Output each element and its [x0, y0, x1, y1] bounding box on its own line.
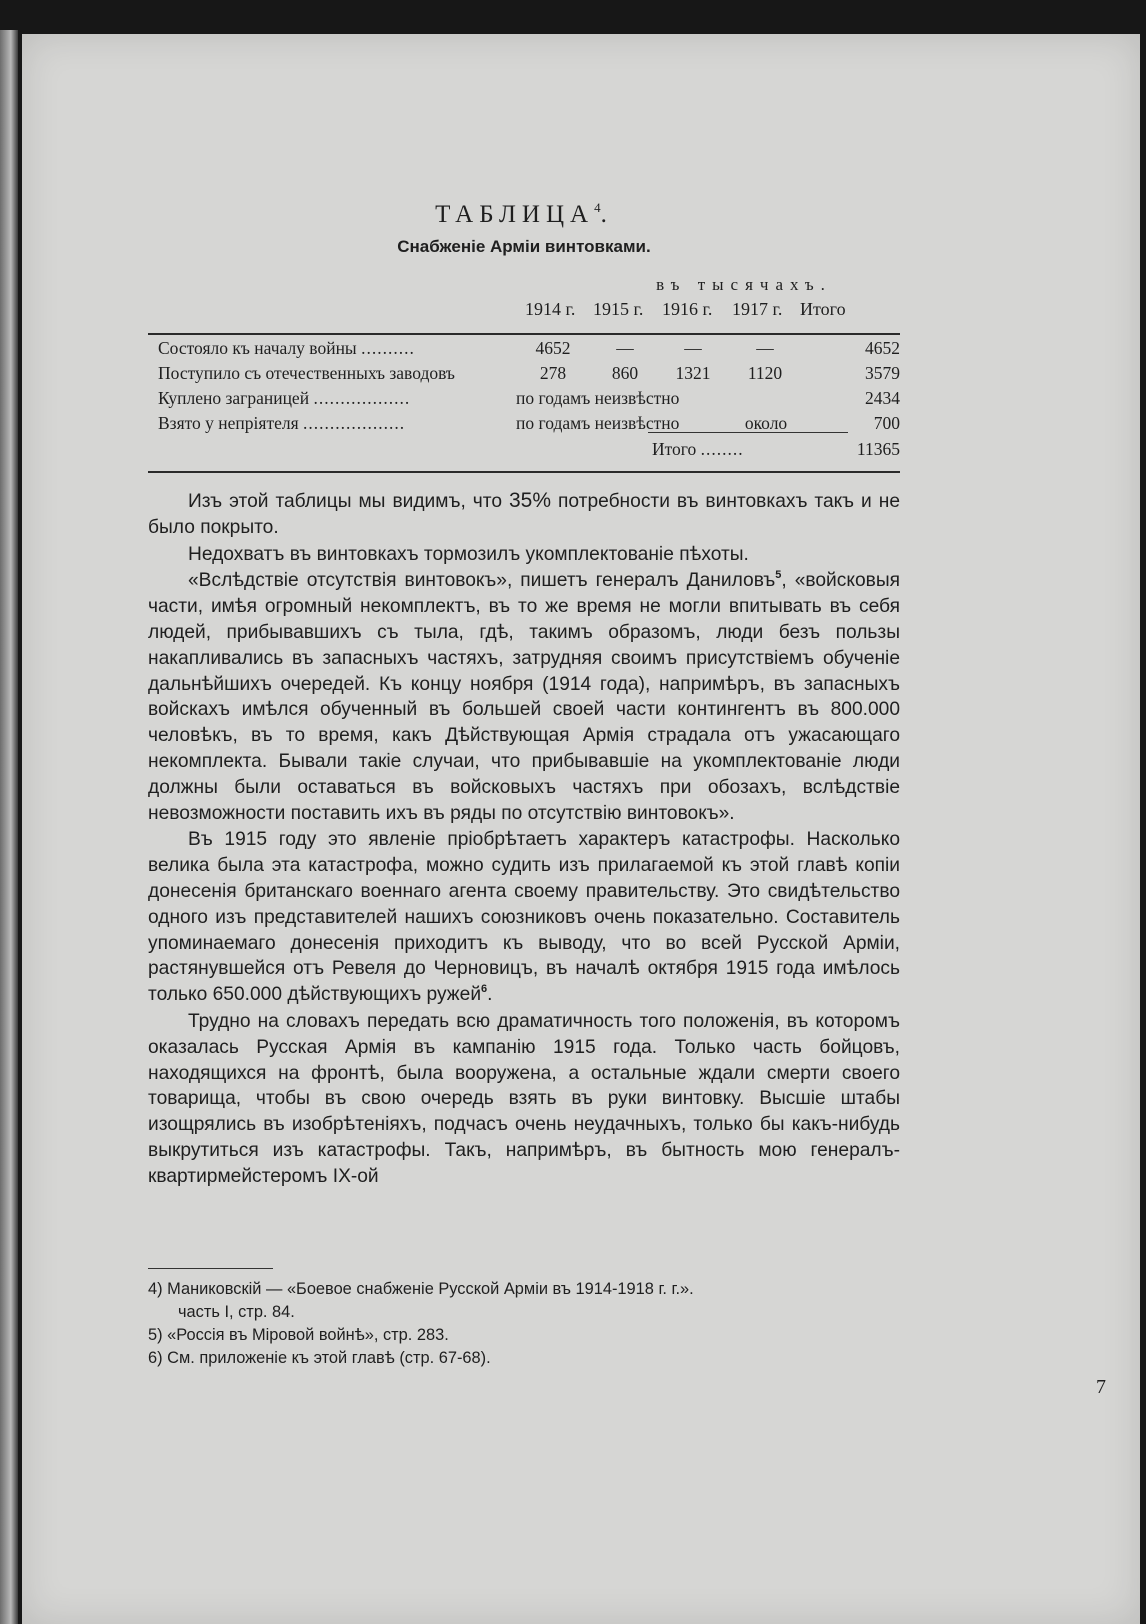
book-page	[22, 34, 1140, 1624]
cell-span-unknown: по годамъ неизвѣстно	[516, 413, 680, 433]
paragraph: Изъ этой таблицы мы видимъ, что 35% потребности въ винтовкахъ такъ и не было покрыто.	[148, 489, 900, 538]
paragraph: Недохватъ въ винтовкахъ тормозилъ укомплектованіе пѣхоты.	[188, 543, 749, 565]
row-label: Взято у непріятеля ...................	[158, 413, 406, 433]
footnote-ref-6: 6	[481, 983, 488, 996]
cell-total: 4652	[865, 338, 900, 358]
footnote-4: 4) Маниковскій — «Боевое снабженіе Русской Арміи въ 1914-1918 г. г.».	[148, 1280, 694, 1298]
cell-1914: 278	[539, 363, 567, 383]
cell-1915: 860	[611, 363, 639, 383]
row-label: Куплено заграницей ..................	[158, 388, 411, 408]
total-rule	[648, 432, 848, 433]
body-text	[148, 488, 900, 1191]
cell-1917: 1120	[747, 363, 783, 383]
paragraph: Въ 1915 году это явленіе пріобрѣтаетъ характеръ катастрофы. Насколько велика была эта катастрофа, можно судить изъ прилагаемой къ этой главѣ копіи донесенія британскаго военнаго агента своему правительству. Это свидѣтельство одного изъ представителей нашихъ союзниковъ очень показательно. Составитель упоминаемаго донесенія приходитъ къ выводу, что во всей Русской Арміи, растянувшейся отъ Ревеля до Черновицъ, въ началѣ октября 1915 года имѣлось только 650.000 дѣйствующихъ ружей$^6$.	[148, 829, 900, 1006]
grand-total-value: 11365	[856, 439, 900, 459]
cell-span-unknown: по годамъ неизвѣстно	[516, 388, 680, 408]
percent-figure: 35%	[509, 489, 552, 512]
cell-1915: —	[616, 338, 634, 358]
table-bottom-rule	[148, 471, 900, 473]
footnote-ref-4: 4	[594, 200, 601, 215]
grand-total-label: Итого ........	[652, 439, 744, 459]
cell-1917: —	[756, 338, 774, 358]
table-units: въ тысячахъ.	[656, 275, 832, 294]
col-header-1917: 1917 г.	[732, 299, 783, 319]
footnote-rule	[148, 1268, 273, 1269]
footnote-5: 5) «Россія въ Міровой войнѣ», стр. 283.	[148, 1326, 449, 1344]
cell-1916: 1321	[675, 363, 711, 383]
table-row	[158, 386, 900, 410]
paragraph: Трудно на словахъ передать всю драматичность того положенія, въ которомъ оказалась Русская Армія въ кампанію 1915 года. Только часть бойцовъ, находящихся на фронтѣ, была вооружена, а остальные ждали смерти своего товарища, чтобы въ свою очередь взять въ руки винтовку. Высшіе штабы изощрялись въ изобрѣтеніяхъ, подчасъ очень неудачныхъ, только бы какъ-нибудь выкрутиться изъ катастрофы. Такъ, напримѣръ, въ бытность мою генералъ-квартирмейстеромъ IX-ой	[148, 1010, 900, 1187]
table-heading: ТАБЛИЦА$^4$.	[435, 200, 613, 228]
col-header-1914: 1914 г.	[525, 299, 576, 319]
cell-total: 3579	[865, 363, 900, 383]
col-header-total: Итого	[800, 299, 846, 319]
table-row	[158, 361, 900, 385]
cell-approx: около	[744, 413, 788, 433]
table-row	[158, 336, 900, 360]
page-number: 7	[1096, 1376, 1106, 1398]
footnote-4-continued: часть I, стр. 84.	[178, 1303, 295, 1321]
table-top-rule	[148, 333, 900, 335]
col-header-1916: 1916 г.	[662, 299, 713, 319]
footnote-6: 6) См. приложеніе къ этой главѣ (стр. 67-68).	[148, 1349, 491, 1367]
left-page-edge	[0, 30, 18, 1624]
cell-1914: 4652	[535, 338, 571, 358]
paragraph: «Вслѣдствіе отсутствія винтовокъ», пишетъ генералъ Даниловъ$^5$, «войсковыя части, имѣя огромный некомплектъ, въ то же время не могли впитывать въ себя людей, прибывавшихъ съ тыла, гдѣ, такимъ образомъ, люди безъ пользы накапливались въ запасныхъ частяхъ, затрудняя своимъ присутствіемъ обученіе дальнѣйшихъ очередей. Къ концу ноября (1914 года), напримѣръ, въ запасныхъ войскахъ имѣлся обученный въ большей своей части контингентъ въ 800.000 человѣкъ, въ то время, какъ Дѣйствующая Армія страдала отъ ужасающаго некомплекта. Бывали такіе случаи, что прибывавшіе на укомплектованіе люди должны были оставаться въ войсковыхъ частяхъ при обозахъ, вслѣдствіе невозможности поставить ихъ въ ряды по отсутствію винтовокъ».	[148, 569, 901, 824]
footnote-ref-5: 5	[775, 569, 782, 582]
row-label: Поступило съ отечественныхъ заводовъ	[158, 363, 455, 383]
footnotes	[148, 1278, 900, 1370]
cell-1916: —	[684, 338, 702, 358]
cell-total: 700	[873, 413, 900, 433]
cell-total: 2434	[865, 388, 900, 408]
table-subtitle: Снабженіе Арміи винтовками.	[397, 237, 651, 256]
row-label: Состояло къ началу войны ..........	[158, 338, 415, 358]
col-header-1915: 1915 г.	[593, 299, 644, 319]
